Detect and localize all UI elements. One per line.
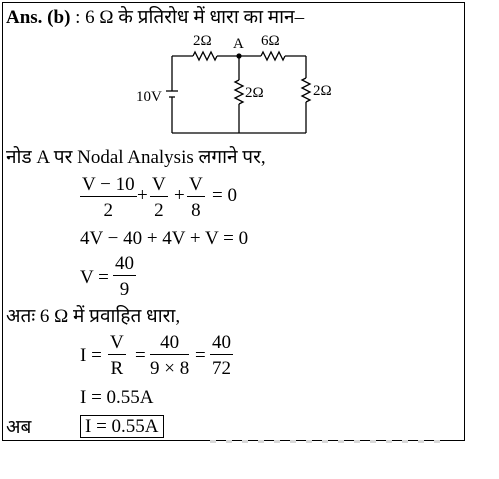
term2-numerator: V xyxy=(152,174,166,195)
voltage-denominator: 9 xyxy=(119,279,130,300)
label-2ohm-left: 2Ω xyxy=(193,33,212,49)
fraction-term3 xyxy=(187,175,205,220)
resistor-2ohm-middle xyxy=(235,80,243,104)
heading-text: : 6 Ω के प्रतिरोध में धारा का मान– xyxy=(75,7,305,28)
final-label: अब xyxy=(6,417,32,438)
label-2ohm-right: 2Ω xyxy=(313,83,332,99)
fraction-term2 xyxy=(150,175,168,220)
equals-sign-2: = xyxy=(195,345,206,366)
resistor-6ohm xyxy=(261,52,285,60)
v-numerator: V xyxy=(110,332,124,353)
current-value: I = 0.55A xyxy=(80,387,154,408)
r-denominator: R xyxy=(110,358,124,379)
denominator-72: 72 xyxy=(212,358,231,379)
term1-denominator: 2 xyxy=(103,200,114,221)
node-a-label: A xyxy=(233,36,244,52)
plus-sign-1: + xyxy=(137,185,148,206)
voltage-lhs: V = xyxy=(80,267,109,288)
term3-denominator: 8 xyxy=(191,200,201,221)
fraction-v-over-r xyxy=(108,333,126,378)
node-a-dot xyxy=(236,53,241,58)
term1-numerator: V − 10 xyxy=(82,174,135,195)
label-6ohm: 6Ω xyxy=(261,33,280,49)
nodal-analysis-intro: नोड A पर Nodal Analysis लगाने पर, xyxy=(6,147,266,168)
final-answer-box: I = 0.55A xyxy=(80,415,164,438)
faint-bleed-through xyxy=(210,440,450,443)
equals-sign-1: = xyxy=(135,345,146,366)
numerator-40a: 40 xyxy=(150,333,189,355)
term3-numerator: V xyxy=(189,174,203,195)
voltage-fraction xyxy=(113,254,136,299)
numerator-40b: 40 xyxy=(212,332,231,353)
fraction-term1 xyxy=(80,175,137,220)
term2-denominator: 2 xyxy=(154,200,164,221)
current-intro: अतः 6 Ω में प्रवाहित धारा, xyxy=(6,306,181,327)
plus-sign-2: + xyxy=(174,185,185,206)
fraction-40-over-72a xyxy=(150,333,189,378)
fraction-40-over-72b xyxy=(210,333,233,378)
resistor-2ohm-left xyxy=(193,52,217,60)
answer-option: Ans. (b) xyxy=(6,7,71,28)
battery-label: 10V xyxy=(136,89,162,105)
resistor-2ohm-right xyxy=(302,78,310,102)
equation-rhs: = 0 xyxy=(212,185,237,206)
simplified-equation: 4V − 40 + 4V + V = 0 xyxy=(80,228,249,249)
current-lhs: I = xyxy=(80,345,102,366)
voltage-numerator: 40 xyxy=(115,253,134,274)
denominator-9x8: 9 × 8 xyxy=(150,358,190,379)
label-2ohm-middle: 2Ω xyxy=(245,85,264,101)
